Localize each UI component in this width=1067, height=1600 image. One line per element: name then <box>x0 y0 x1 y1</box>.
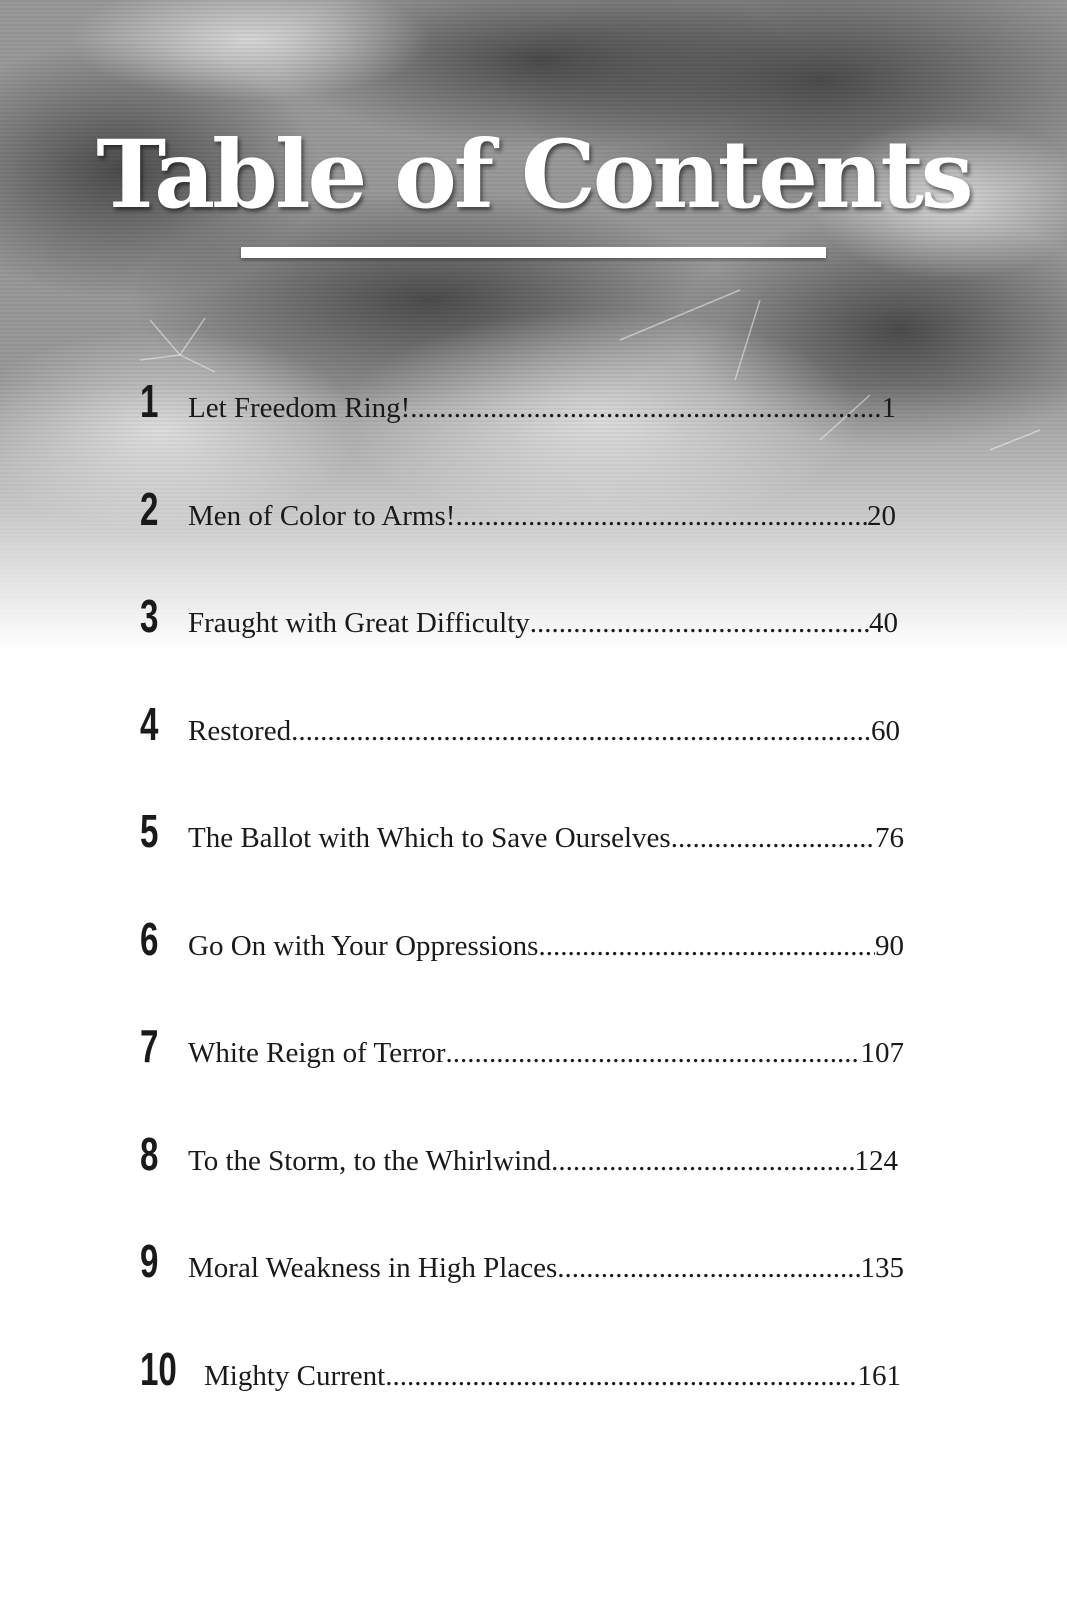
toc-entry-6[interactable] <box>140 912 940 1024</box>
toc-entry-10[interactable] <box>140 1342 940 1454</box>
dot-leader <box>538 930 875 963</box>
toc-entry-5[interactable] <box>140 805 940 916</box>
toc-entry-line <box>188 392 896 425</box>
toc-entry-9[interactable] <box>140 1235 940 1346</box>
toc-entry-line <box>188 822 904 855</box>
toc-entry-line <box>188 500 896 533</box>
toc-entry-1[interactable] <box>140 375 940 486</box>
toc-entry-line <box>188 715 900 748</box>
chapter-number: 9 <box>140 1235 159 1287</box>
chapter-title: Restored <box>188 714 292 747</box>
dot-leader <box>530 607 869 640</box>
title-underline <box>241 247 826 258</box>
page-number: 107 <box>860 1037 904 1069</box>
toc-entry-line <box>188 1252 904 1285</box>
chapter-title: Men of Color to Arms! <box>188 499 456 532</box>
toc-entry-line <box>188 607 898 640</box>
chapter-number: 6 <box>140 912 159 965</box>
dot-leader <box>385 1360 857 1393</box>
chapter-number: 3 <box>140 590 159 642</box>
dot-leader <box>671 822 875 855</box>
dot-leader <box>291 715 871 748</box>
chapter-title: Mighty Current <box>204 1359 386 1392</box>
page-number: 20 <box>867 499 896 532</box>
chapter-title: To the Storm, to the Whirlwind <box>188 1144 552 1177</box>
toc-entry-line <box>188 930 904 963</box>
chapter-title: Fraught with Great Difficulty <box>188 607 530 639</box>
chapter-title: Moral Weakness in High Places <box>188 1252 558 1284</box>
page-number: 60 <box>871 714 900 747</box>
dot-leader <box>557 1252 860 1285</box>
page-number: 1 <box>881 392 896 424</box>
page-title: Table of Contents <box>96 120 971 230</box>
toc-entry-4[interactable] <box>140 697 940 809</box>
dot-leader <box>410 392 881 425</box>
toc-entry-line <box>188 1145 898 1178</box>
toc-entry-7[interactable] <box>140 1020 940 1131</box>
toc-entry-line <box>204 1360 901 1393</box>
chapter-number: 1 <box>140 375 159 427</box>
page-number: 135 <box>860 1252 904 1284</box>
dot-leader <box>455 500 867 533</box>
toc-entry-8[interactable] <box>140 1127 940 1239</box>
chapter-number: 8 <box>140 1127 159 1180</box>
toc-entry-3[interactable] <box>140 590 940 701</box>
dot-leader <box>551 1145 854 1178</box>
page-number: 90 <box>875 929 904 962</box>
table-of-contents <box>140 375 940 1453</box>
chapter-title: Let Freedom Ring! <box>188 392 411 424</box>
chapter-number: 5 <box>140 805 159 857</box>
page-number: 124 <box>854 1144 898 1177</box>
toc-entry-line <box>188 1037 904 1070</box>
chapter-number: 7 <box>140 1020 159 1072</box>
toc-entry-2[interactable] <box>140 482 940 594</box>
dot-leader <box>446 1037 861 1070</box>
chapter-title: The Ballot with Which to Save Ourselves <box>188 822 671 854</box>
page-number: 76 <box>875 822 904 854</box>
chapter-title: White Reign of Terror <box>188 1037 446 1069</box>
page-number: 161 <box>857 1359 901 1392</box>
chapter-number: 4 <box>140 697 159 750</box>
page-number: 40 <box>869 607 898 639</box>
chapter-title: Go On with Your Oppressions <box>188 929 539 962</box>
chapter-number: 10 <box>140 1342 177 1395</box>
chapter-number: 2 <box>140 482 159 535</box>
